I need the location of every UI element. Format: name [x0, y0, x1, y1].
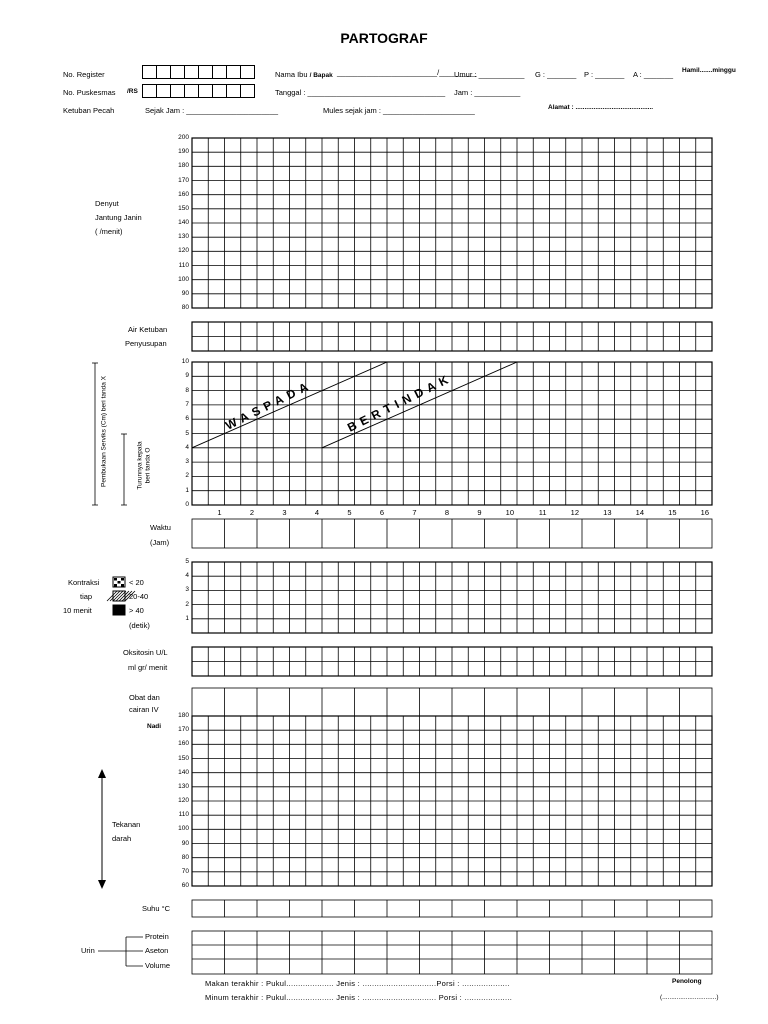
fhr-tick-label: 160 — [178, 190, 189, 198]
legend-detik: (detik) — [129, 621, 150, 630]
mules-field[interactable]: Mules sejak jam : ______________________ — [323, 106, 475, 115]
cervix-tick-label: 6 — [185, 415, 189, 423]
legend-dot — [121, 578, 124, 581]
hour-label: 1 — [217, 508, 222, 517]
kontraksi-tick-label: 5 — [185, 558, 189, 565]
kontraksi-tick-label: 4 — [185, 572, 189, 580]
suhu-label: Suhu °C — [142, 904, 171, 913]
ketuban-pecah-label: Ketuban Pecah — [63, 106, 115, 115]
pembukaan-serviks-label: Pembukaan Serviks (Cm) beri tanda X — [100, 376, 108, 487]
nadi-tick-label: 120 — [178, 797, 189, 804]
nadi-tick-label: 150 — [178, 754, 189, 762]
darah-label: darah — [112, 834, 132, 843]
umur-field[interactable]: Umur : ___________ — [454, 70, 525, 79]
kontraksi-tick-label: 2 — [185, 600, 189, 608]
page-title: PARTOGRAF — [340, 30, 428, 46]
hour-label: 14 — [635, 508, 644, 517]
cervix-tick-label: 1 — [185, 486, 189, 494]
hour-label: 10 — [505, 508, 514, 517]
legend-dot — [114, 578, 117, 581]
p-field[interactable]: P : _______ — [584, 70, 625, 79]
hour-label: 9 — [477, 508, 482, 517]
a-field[interactable]: A : _______ — [633, 70, 674, 79]
obat-grid — [192, 688, 712, 716]
penyusupan-label: Penyusupan — [125, 339, 167, 348]
tiap-label: tiap — [80, 592, 93, 601]
urin-grid — [192, 931, 712, 974]
nadi-tick-label: 160 — [178, 740, 189, 748]
cervix-tick-label: 10 — [181, 358, 189, 365]
legend-dot — [118, 581, 121, 584]
hour-label: 16 — [700, 508, 709, 517]
nadi-tick-label: 90 — [181, 839, 189, 847]
makan-terakhir[interactable]: Makan terakhir : Pukul.................... Jenis : ...............................Porsi : .................... — [205, 979, 510, 988]
hour-label: 15 — [668, 508, 677, 517]
alamat-field[interactable]: Alamat : ........................................... — [548, 104, 654, 111]
jam-unit-label: (Jam) — [150, 538, 170, 547]
nama-ibu-text: Nama Ibu — [275, 70, 308, 79]
waktu-grid — [192, 519, 712, 548]
fhr-tick-label: 200 — [178, 134, 189, 141]
hour-label: 6 — [379, 508, 384, 517]
fhr-tick-label: 180 — [178, 162, 189, 170]
penolong-label: Penolong — [672, 978, 702, 985]
kontraksi-grid — [192, 562, 712, 633]
bapak-text: / Bapak — [309, 72, 333, 79]
fhr-grid — [192, 138, 712, 308]
hour-label: 2 — [249, 508, 254, 517]
cervix-tick-label: 9 — [185, 372, 189, 380]
arrow-down-icon — [98, 880, 106, 889]
nadi-tick-label: 60 — [181, 882, 189, 889]
minum-terakhir[interactable]: Minum terakhir : Pukul.................... Jenis : ............................... Porsi : .................... — [205, 993, 513, 1002]
cervix-tick-label: 5 — [185, 429, 189, 437]
nadi-tick-label: 130 — [178, 782, 189, 790]
cervix-tick-label: 7 — [185, 400, 189, 408]
cervix-tick-label: 0 — [185, 501, 189, 508]
oksitosin-label: Oksitosin U/L — [123, 648, 168, 657]
no-register-label: No. Register — [63, 70, 105, 79]
oksitosin-grid — [192, 647, 712, 676]
hour-label: 11 — [538, 508, 547, 517]
nadi-tick-label: 110 — [178, 811, 189, 819]
penolong-sign[interactable]: (..............................) — [660, 994, 719, 1001]
nadi-tick-label: 70 — [181, 867, 189, 875]
hour-label: 7 — [412, 508, 417, 517]
nadi-tick-label: 100 — [178, 825, 189, 833]
nadi-label: Nadi — [147, 723, 162, 730]
hour-label: 4 — [314, 508, 319, 517]
legend-solid-box — [113, 605, 125, 615]
kontraksi-tick-label: 1 — [185, 614, 189, 622]
hour-label: 5 — [347, 508, 352, 517]
hour-label: 13 — [603, 508, 612, 517]
waktu-label: Waktu — [150, 523, 171, 532]
fhr-tick-label: 190 — [178, 148, 189, 156]
fhr-tick-label: 120 — [178, 247, 189, 255]
nadi-tick-label: 180 — [178, 712, 189, 719]
legend-dot — [114, 584, 117, 587]
legend-lt20: < 20 — [129, 578, 144, 587]
tekanan-label: Tekanan — [112, 820, 141, 829]
fhr-tick-label: 140 — [178, 219, 189, 226]
sejak-jam-field[interactable]: Sejak Jam : ______________________ — [145, 106, 279, 115]
nadi-tick-label: 80 — [181, 853, 189, 861]
turunnya-kepala-label: Turunnya kepala — [136, 441, 144, 490]
cervix-tick-label: 4 — [185, 443, 189, 451]
air-ketuban-label: Air Ketuban — [128, 325, 168, 334]
ml-gr-menit-label: ml gr/ menit — [128, 663, 168, 672]
fhr-label-1: Denyut — [95, 199, 119, 208]
jam-field[interactable]: Jam : ___________ — [454, 88, 521, 97]
legend-dotted-box — [113, 577, 125, 587]
kontraksi-tick-label: 3 — [185, 586, 189, 594]
waspada-text: WASPADA — [223, 377, 315, 433]
cervix-tick-label: 2 — [185, 472, 189, 480]
fhr-label-3: ( /menit) — [95, 227, 123, 236]
legend-20-40: 20-40 — [129, 592, 149, 601]
nadi-tick-label: 170 — [178, 726, 189, 734]
cervix-tick-label: 8 — [185, 386, 189, 394]
fhr-tick-label: 90 — [181, 289, 189, 297]
kontraksi-label: Kontraksi — [68, 578, 100, 587]
hour-label: 3 — [282, 508, 287, 517]
fhr-tick-label: 150 — [178, 204, 189, 212]
fhr-tick-label: 170 — [178, 176, 189, 184]
cairan-iv-label: cairan IV — [129, 705, 159, 714]
legend-dot — [121, 584, 124, 587]
suhu-grid — [192, 900, 712, 917]
no-puskesmas-label: No. Puskesmas — [63, 88, 116, 97]
arrow-up-icon — [98, 769, 106, 778]
fhr-tick-label: 100 — [178, 275, 189, 283]
urin-label: Urin — [81, 946, 95, 955]
beri-tanda-o-label: beri tanda O — [144, 447, 152, 484]
aseton-label: Aseton — [145, 946, 169, 955]
sepuluh-menit-label: 10 menit — [63, 606, 92, 615]
hamil-field[interactable]: Hamil.......minggu — [682, 67, 736, 74]
nadi-tick-label: 140 — [178, 768, 189, 776]
tanggal-field[interactable]: Tanggal : _________________________________ — [275, 88, 446, 97]
volume-label: Volume — [145, 961, 171, 970]
fhr-label-2: Jantung Janin — [95, 213, 142, 222]
protein-label: Protein — [145, 932, 169, 941]
obat-label: Obat dan — [129, 693, 160, 702]
fhr-tick-label: 80 — [181, 304, 189, 311]
g-field[interactable]: G : _______ — [535, 70, 577, 79]
fhr-tick-label: 110 — [178, 261, 189, 269]
bertindak-text: BERTINDAK — [345, 370, 455, 435]
nadi-grid — [192, 716, 712, 886]
air-ketuban-grid — [192, 322, 712, 351]
hour-label: 8 — [444, 508, 449, 517]
hour-label: 12 — [570, 508, 579, 517]
cervix-tick-label: 3 — [185, 458, 189, 466]
legend-gt40: > 40 — [129, 606, 144, 615]
rs-label: /RS — [127, 88, 138, 95]
fhr-tick-label: 130 — [178, 233, 189, 241]
nama-line[interactable]: ________________________/_________ — [337, 68, 477, 77]
